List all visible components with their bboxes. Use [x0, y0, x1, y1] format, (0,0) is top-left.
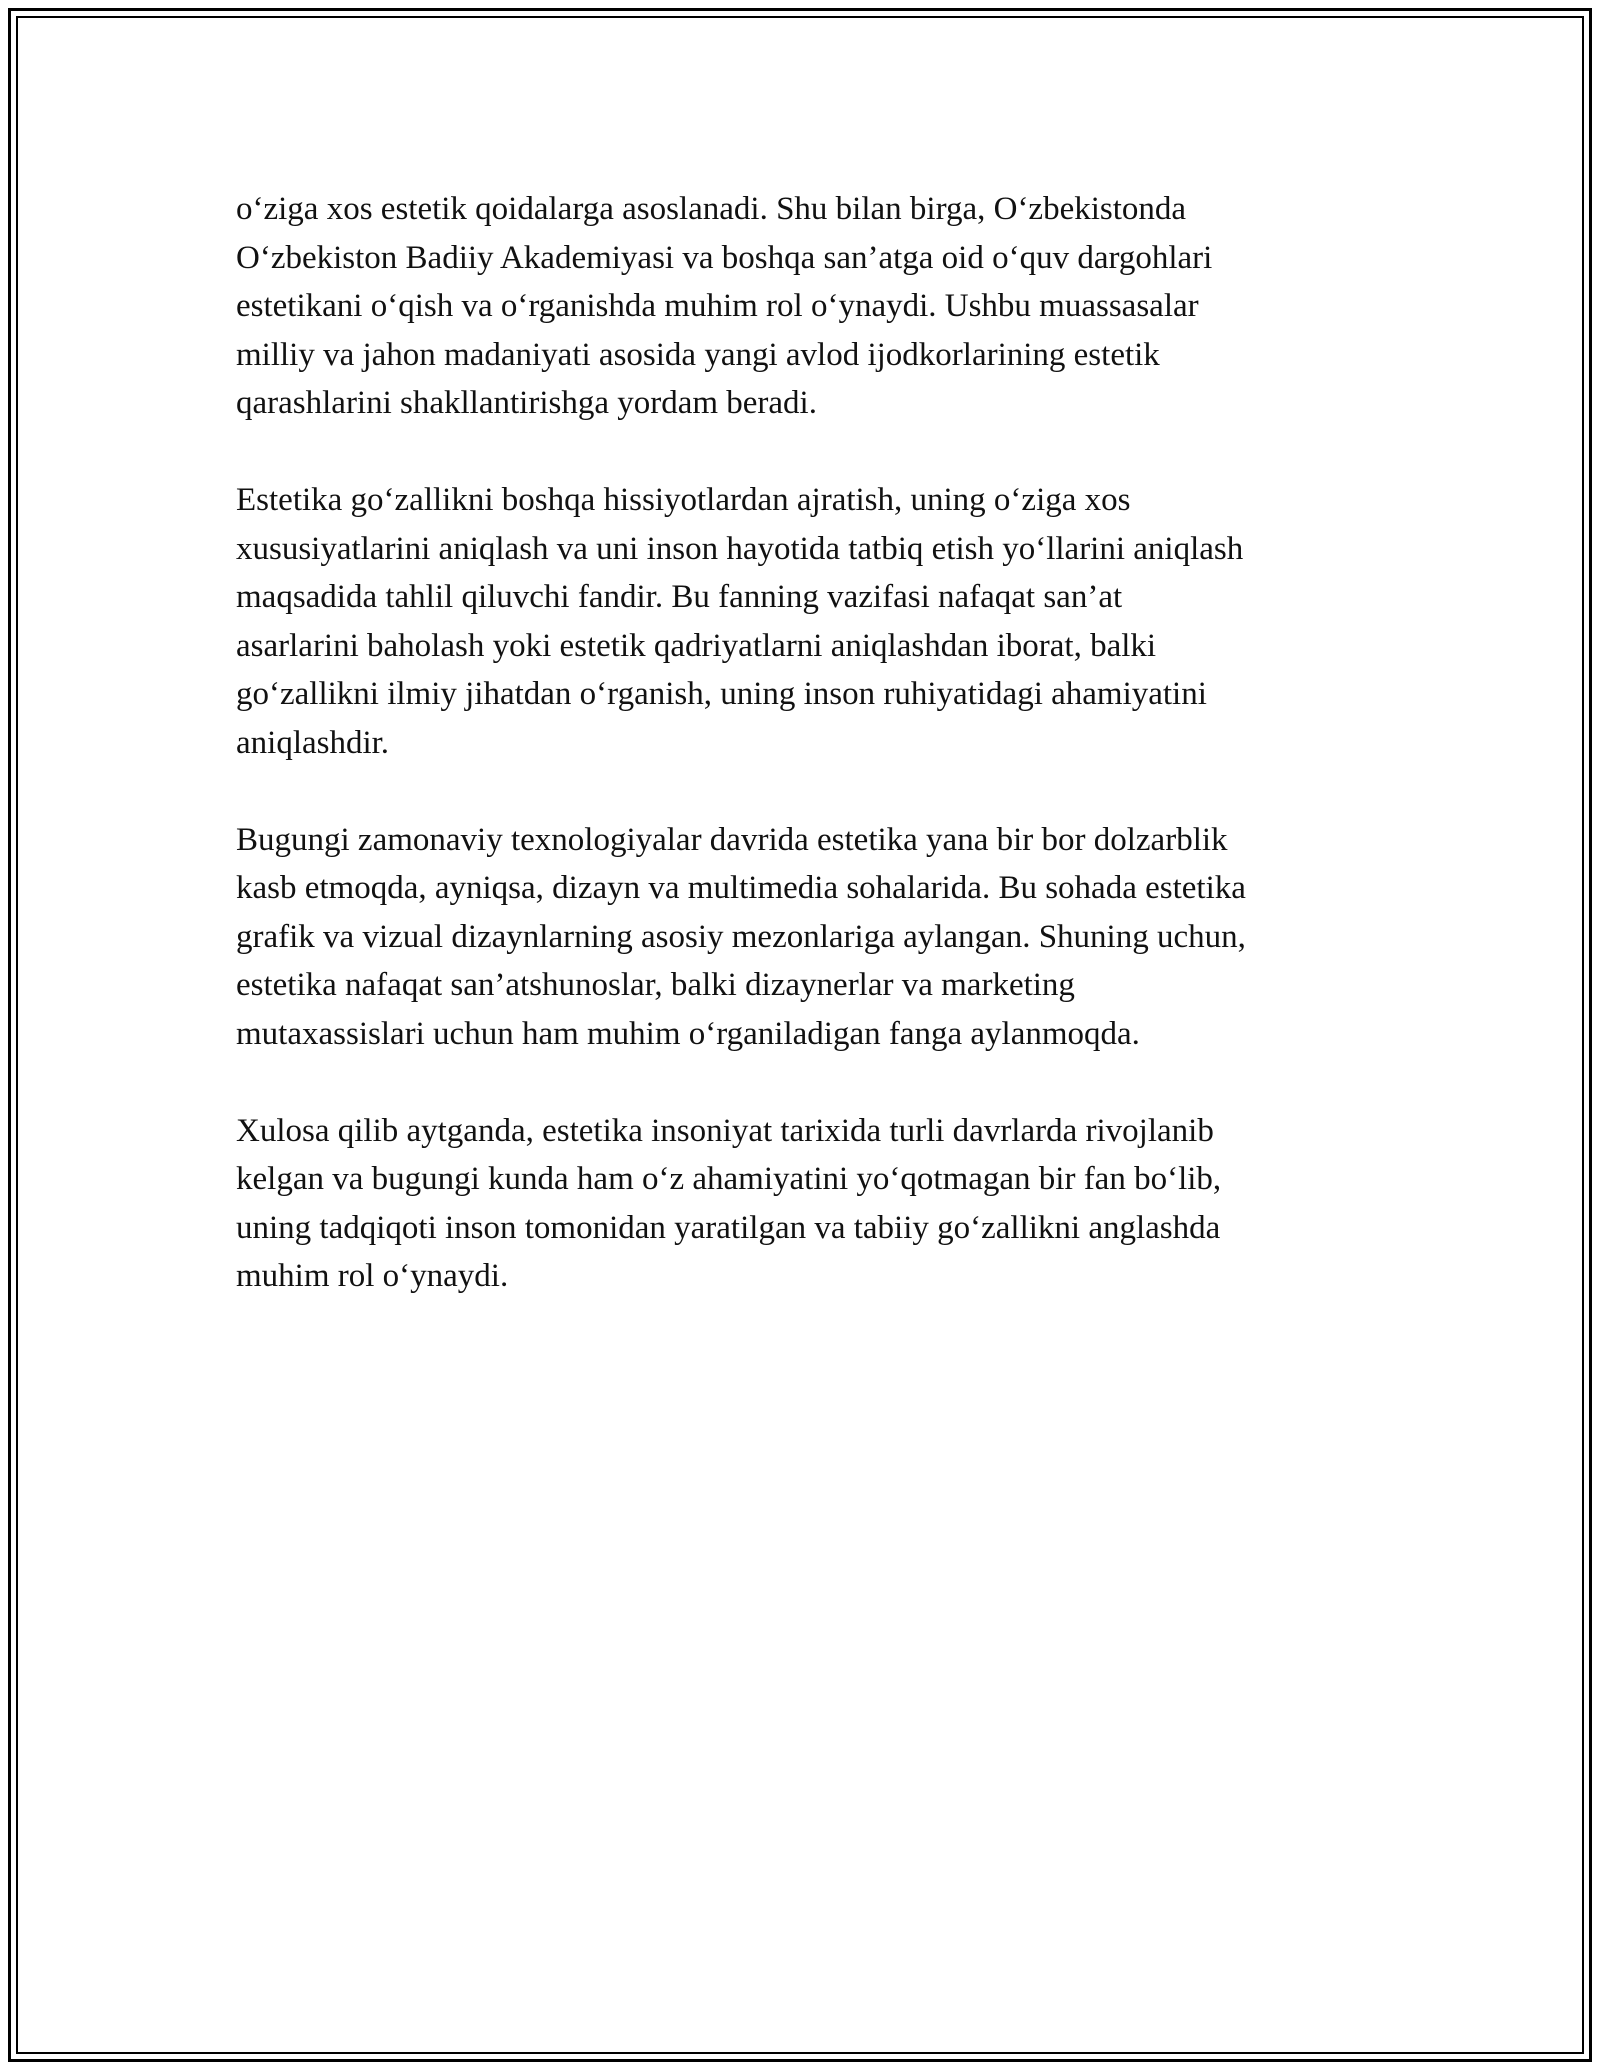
text-line: asarlarini baholash yoki estetik qadriyatlarni aniqlashdan iborat, balki — [236, 627, 1157, 664]
text-line: grafik va vizual dizaynlarning asosiy mezonlariga aylangan. Shuning uchun, — [236, 918, 1246, 955]
text-line: kelgan va bugungi kunda ham o‘z ahamiyatini yo‘qotmagan bir fan bo‘lib, — [236, 1161, 1222, 1197]
text-line: O‘zbekiston Badiiy Akademiyasi va boshqa san’atga oid o‘quv dargohlari — [236, 239, 1213, 276]
paragraph-1 — [236, 185, 1366, 428]
text-line: Xulosa qilib aytganda, estetika insoniyat tarixida turli davrlarda rivojlanib — [236, 1112, 1214, 1149]
text-line: qarashlarini shakllantirishga yordam beradi. — [236, 385, 817, 421]
paragraph-3 — [236, 816, 1366, 1059]
text-line: aniqlashdir. — [236, 724, 390, 761]
text-line: Estetika go‘zallikni boshqa hissiyotlardan ajratish, uning o‘ziga xos — [236, 482, 1131, 518]
text-line: kasb etmoqda, ayniqsa, dizayn va multimedia sohalarida. Bu sohada estetika — [236, 870, 1246, 906]
text-line: estetikani o‘qish va o‘rganishda muhim rol o‘ynaydi. Ushbu muassasalar — [236, 288, 1199, 324]
text-line: muhim rol o‘ynaydi. — [236, 1258, 509, 1294]
text-line: estetika nafaqat san’atshunoslar, balki dizaynerlar va marketing — [236, 967, 1075, 1003]
paragraph-4 — [236, 1107, 1366, 1301]
paragraph-2 — [236, 476, 1366, 767]
text-line: Bugungi zamonaviy texnologiyalar davrida estetika yana bir bor dolzarblik — [236, 821, 1228, 858]
document-body — [236, 185, 1366, 1349]
text-line: maqsadida tahlil qiluvchi fandir. Bu fanning vazifasi nafaqat san’at — [236, 579, 1123, 615]
text-line: mutaxassislari uchun ham muhim o‘rganiladigan fanga aylanmoqda. — [236, 1015, 1140, 1052]
text-line: uning tadqiqoti inson tomonidan yaratilgan va tabiiy go‘zallikni anglashda — [236, 1209, 1221, 1246]
text-line: o‘ziga xos estetik qoidalarga asoslanadi. Shu bilan birga, O‘zbekistonda — [236, 191, 1187, 227]
text-line: milliy va jahon madaniyati asosida yangi avlod ijodkorlarining estetik — [236, 336, 1160, 373]
text-line: xususiyatlarini aniqlash va uni inson hayotida tatbiq etish yo‘llarini aniqlash — [236, 530, 1244, 567]
text-line: go‘zallikni ilmiy jihatdan o‘rganish, uning inson ruhiyatidagi ahamiyatini — [236, 676, 1207, 712]
